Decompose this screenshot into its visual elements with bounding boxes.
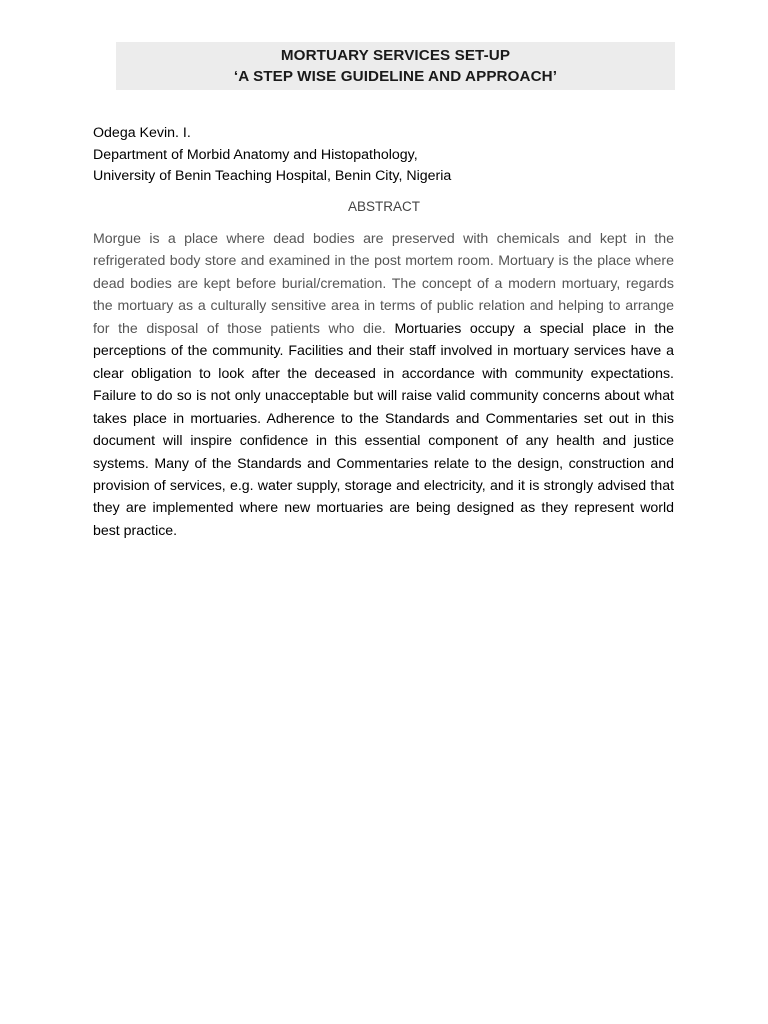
title-banner <box>116 42 675 90</box>
title-line-2: ‘A STEP WISE GUIDELINE AND APPROACH’ <box>233 68 558 85</box>
author-block <box>93 123 683 188</box>
abstract-text-part-2: Mortuaries occupy a special place in the perceptions of the community. Facilities and their staff involved in mortuary services have a clear obligation to look after the deceased in accordance with community expectations. Failure to do so is not only unacceptable but will raise valid community concerns about what takes place in mortuaries. Adherence to the Standards and Commentaries set out in this document will inspire confidence in this essential component of any health and justice systems. Many of the Standards and Commentaries relate to the design, construction and provision of services, e.g. water supply, storage and electricity, and it is strongly advised that they are implemented where new mortuaries are being designed as they represent world best practice. <box>93 319 674 538</box>
title-line-1: MORTUARY SERVICES SET-UP <box>280 47 511 64</box>
abstract-text-part-1: Morgue is a place where dead bodies are preserved with chemicals and kept in the refrigerated body store and examined in the post mortem room. Mortuary is the place where dead bodies are kept before burial/cremation. The concept of a modern mortuary, regards the mortuary as a culturally sensitive area in terms of public relation and helping to arrange for the disposal of those patients who die. <box>93 230 674 336</box>
author-name: Odega Kevin. I. <box>93 125 191 141</box>
author-department: Department of Morbid Anatomy and Histopathology, <box>93 146 418 163</box>
abstract-body <box>93 227 674 541</box>
abstract-heading: ABSTRACT <box>347 199 420 214</box>
author-institution: University of Benin Teaching Hospital, Benin City, Nigeria <box>93 168 452 184</box>
